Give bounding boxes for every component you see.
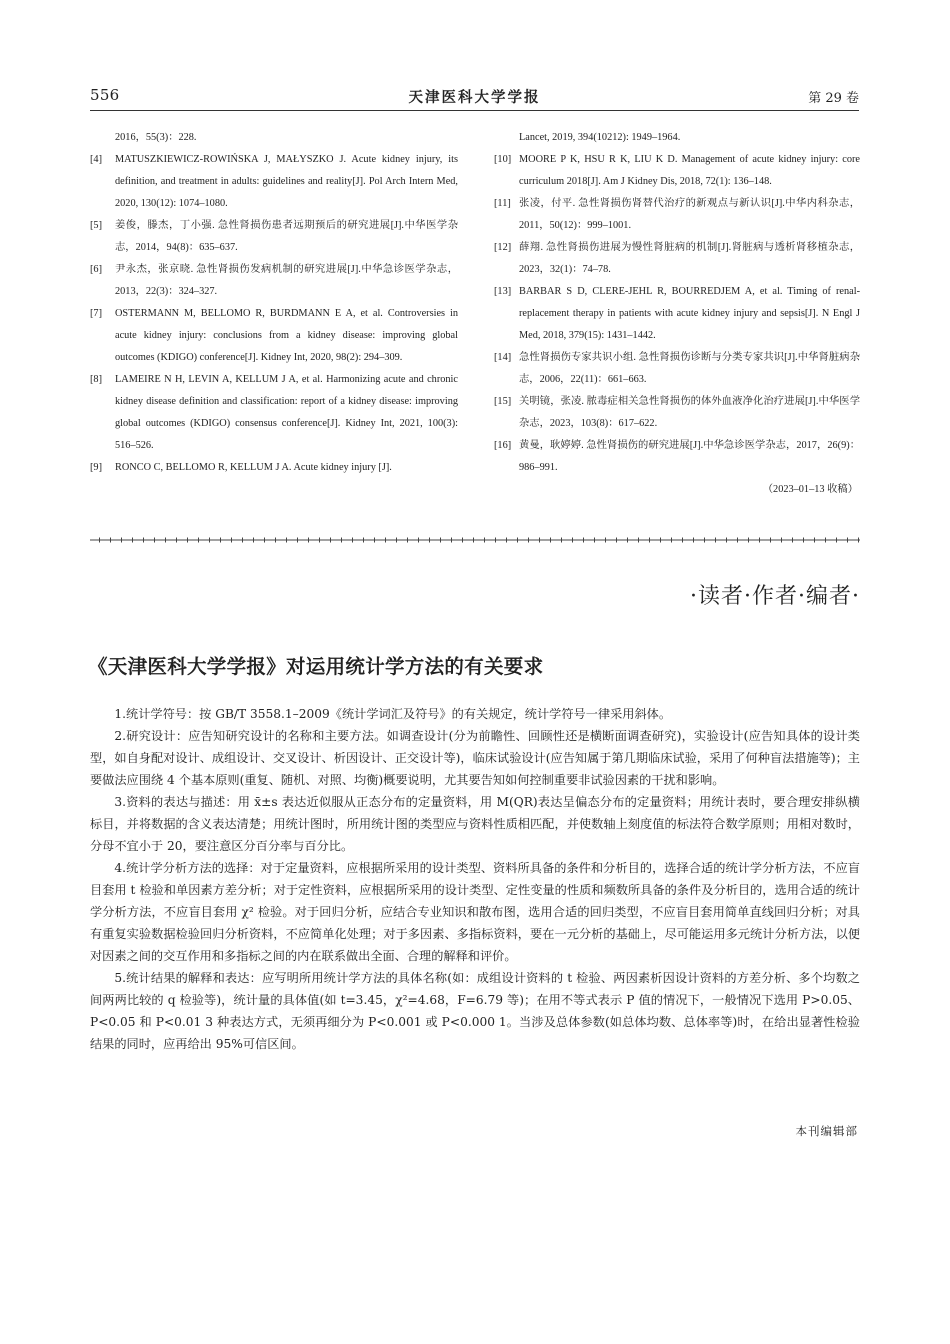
decorative-divider (90, 533, 860, 547)
paragraph: 5.统计结果的解释和表达：应写明所用统计学方法的具体名称(如：成组设计资料的 t 检验、两因素析因设计资料的方差分析、多个均数之间两两比较的 q 检验等)，统计量的具体值(如 t=3.45，χ²=4.68，F=6.79 等)；在用不等式表示 P 值的情况下，一般情况下选用 P>0.05、P<0.05 和 P<0.01 3 种表达方式，无须再细分为 P<0.001 或 P<0.000 1。当涉及总体参数(如总体均数、总体率等)时，在给出显著性检验结果的同时，应再给出 95%可信区间。 (90, 971, 860, 1051)
editor-signature: 本刊编辑部 (795, 1124, 858, 1138)
journal-name: 天津医科大学学报 (408, 89, 541, 106)
page-number: 556 (90, 86, 120, 104)
reference-item: [8] LAMEIRE N H, LEVIN A, KELLUM J A, et al. Harmonizing acute and chronic kidney disease definition and classification: report of a kidney disease: improving global outcomes (KDIGO) consensus conference[J]. Kidney Int, 2021, 100(3): 516–526. (90, 374, 458, 451)
received-date: （2023–01–13 收稿） (762, 484, 858, 495)
reference-item: [5] 姜俊，滕杰，丁小强. 急性肾损伤患者远期预后的研究进展[J].中华医学杂志，2014，94(8)：635–637. (90, 220, 458, 253)
reference-item: [7] OSTERMANN M, BELLOMO R, BURDMANN E A, et al. Controversies in acute kidney injury: conclusions from a kidney disease: improving global outcomes (KDIGO) conference[J]. Kidney Int, 2020, 98(2): 294–309. (90, 308, 458, 363)
reference-item: [11] 张凌，付平. 急性肾损伤肾替代治疗的新观点与新认识[J].中华内科杂志，2011，50(12)：999–1001. (494, 198, 860, 231)
reference-item: [16] 黄曼，耿婷婷. 急性肾损伤的研究进展[J].中华急诊医学杂志，2017，26(9)：986–991. (494, 440, 860, 473)
header-rule (90, 110, 859, 111)
reference-item: [12] 薛翔. 急性肾损伤进展为慢性肾脏病的机制[J].肾脏病与透析肾移植杂志，2023，32(1)：74–78. (494, 242, 860, 275)
volume-label: 第 29 卷 (808, 91, 859, 106)
reference-item: [14] 急性肾损伤专家共识小组. 急性肾损伤诊断与分类专家共识[J].中华肾脏病杂志，2006，22(11)：661–663. (494, 352, 860, 385)
reference-item: [13] BARBAR S D, CLERE-JEHL R, BOURREDJEM A, et al. Timing of renal-replacement therapy in patients with acute kidney injury and sepsis[J]. N Engl J Med, 2018, 379(15): 1431–1442. (494, 286, 860, 341)
reference-item: [10] MOORE P K, HSU R K, LIU K D. Management of acute kidney injury: core curriculum 2018[J]. Am J Kidney Dis, 2018, 72(1): 136–148. (494, 154, 860, 187)
reference-item: [15] 关明镜，张凌. 脓毒症相关急性肾损伤的体外血液净化治疗进展[J].中华医学杂志，2023，103(8)：617–622. (494, 396, 860, 429)
reference-item: [9] RONCO C, BELLOMO R, KELLUM J A. Acute kidney injury [J]. (90, 462, 392, 473)
reference-item: [6] 尹永杰，张京晓. 急性肾损伤发病机制的研究进展[J].中华急诊医学杂志，2013，22(3)：324–327. (90, 264, 458, 297)
paragraph: 3.资料的表达与描述：用 x̄±s 表达近似服从正态分布的定量资料，用 M(QR)表达呈偏态分布的定量资料；用统计表时，要合理安排纵横标目，并将数据的含义表达清楚；用统计图时，所用统计图的类型应与资料性质相匹配，并使数轴上刻度值的标法符合数学原则；用相对数时，分母不宜小于 20，要注意区分百分率与百分比。 (90, 795, 860, 853)
reference-item: Lancet, 2019, 394(10212): 1949–1964. (519, 132, 681, 143)
running-header (90, 86, 859, 108)
article-body (90, 703, 860, 1055)
article-title: 《天津医科大学学报》对运用统计学方法的有关要求 (88, 655, 544, 678)
references-left-column (90, 127, 458, 479)
paragraph: 4.统计学分析方法的选择：对于定量资料，应根据所采用的设计类型、资料所具备的条件和分析目的，选择合适的统计学分析方法，不应盲目套用 t 检验和单因素方差分析；对于定性资料，应根据所采用的设计类型、定性变量的性质和频数所具备的条件及分析目的，选用合适的统计学分析方法，不应盲目套用 χ² 检验。对于回归分析，应结合专业知识和散布图，选用合适的回归类型，不应盲目套用简单直线回归分析；对具有重复实验数据检验回归分析资料，不应简单化处理；对于多因素、多指标资料，要在一元分析的基础上，尽可能运用多元统计分析方法，以便对因素之间的交互作用和多指标之间的内在联系做出全面、合理的解释和评价。 (90, 861, 860, 963)
paragraph: 1.统计学符号：按 GB/T 3558.1–2009《统计学词汇及符号》的有关规定，统计学符号一律采用斜体。 (114, 707, 672, 721)
section-heading: ·读者·作者·编者· (690, 584, 860, 609)
paragraph: 2.研究设计：应告知研究设计的名称和主要方法。如调查设计(分为前瞻性、回顾性还是横断面调查研究)，实验设计(应告知具体的设计类型，如自身配对设计、成组设计、交叉设计、析因设计、正交设计等)，临床试验设计(应告知属于第几期临床试验，采用了何种盲法措施等)；主要做法应围绕 4 个基本原则(重复、随机、对照、均衡)概要说明，尤其要告知如何控制重要非试验因素的干扰和影响。 (90, 729, 860, 787)
reference-item: 2016，55(3)：228. (115, 132, 197, 143)
references-right-column (494, 127, 860, 511)
reference-item: [4] MATUSZKIEWICZ-ROWIŃSKA J, MAŁYSZKO J. Acute kidney injury, its definition, and treatment in adults: guidelines and reality[J]. Pol Arch Intern Med, 2020, 130(12): 1074–1080. (90, 154, 458, 209)
